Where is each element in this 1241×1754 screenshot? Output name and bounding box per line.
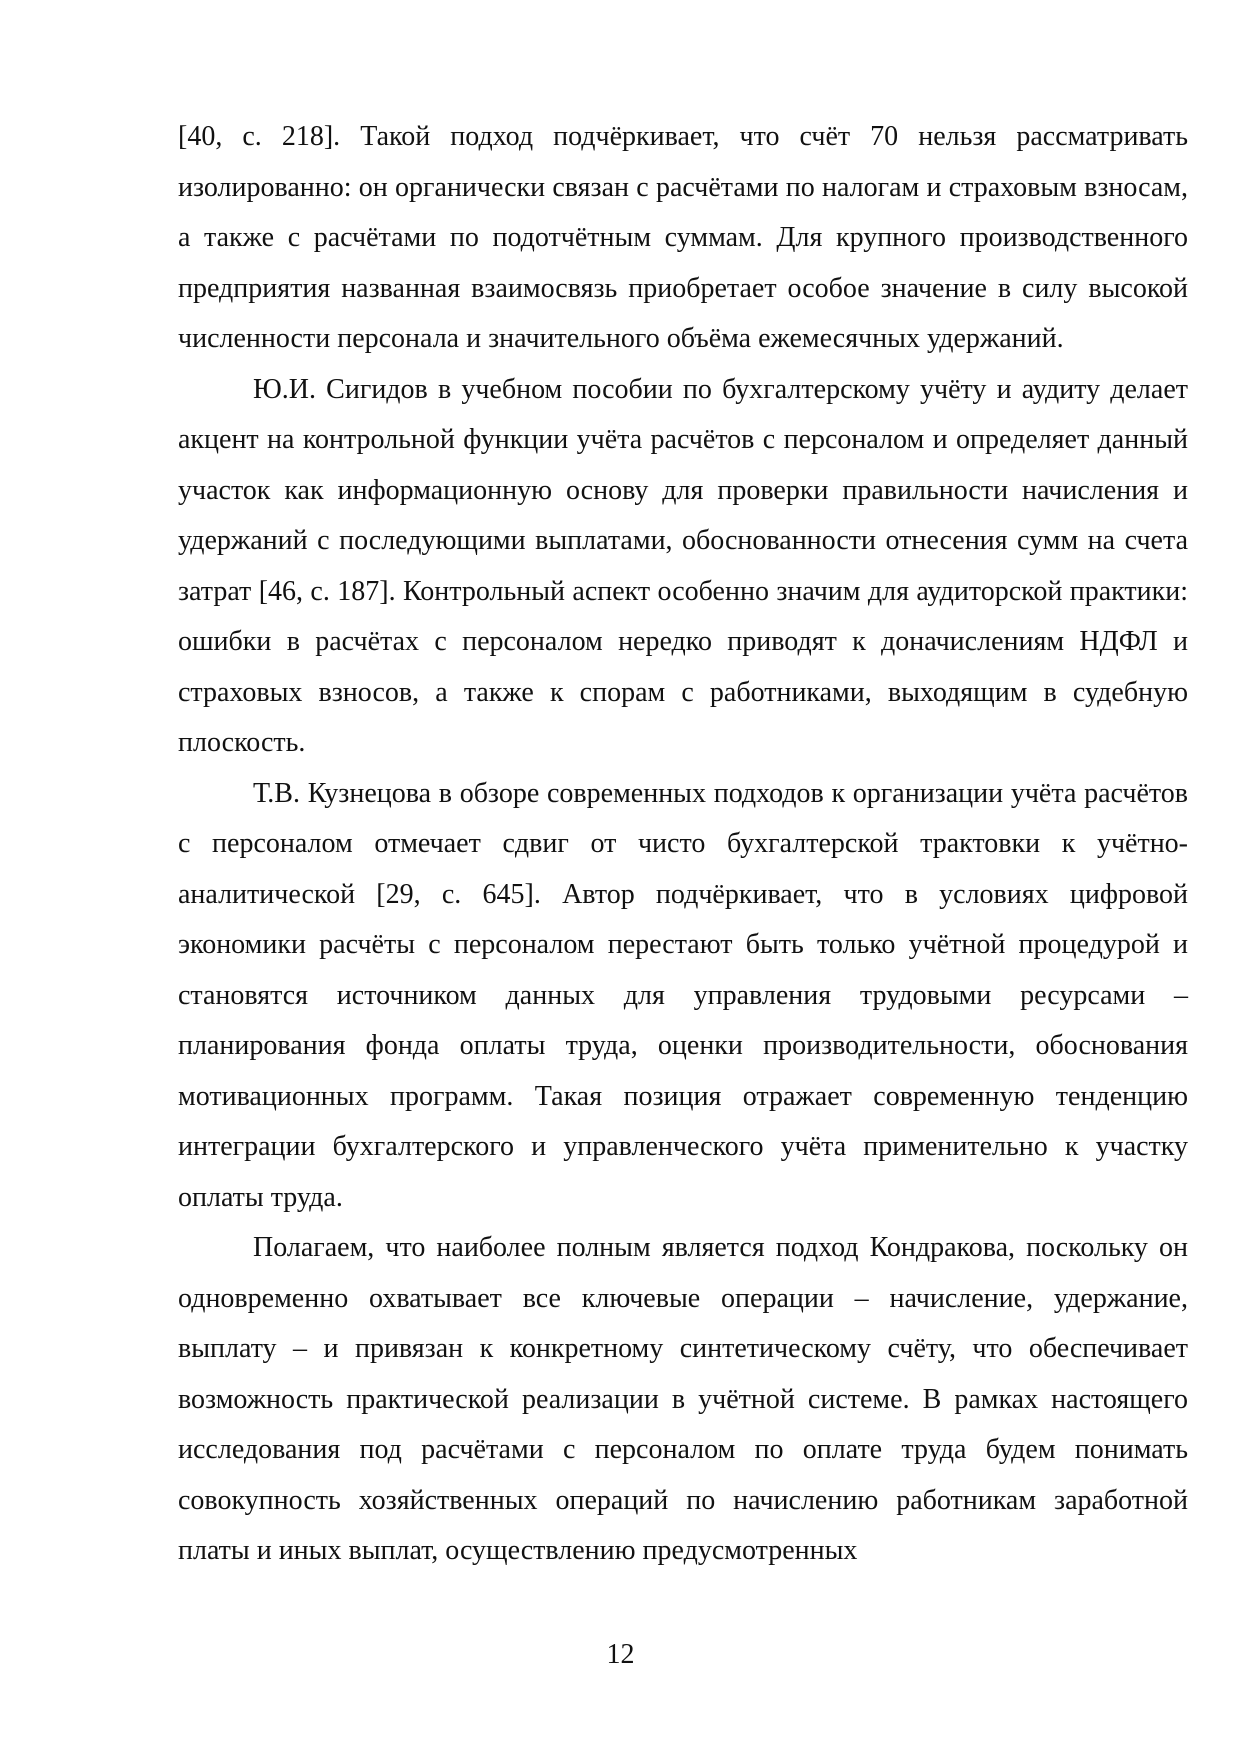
paragraph-4: Полагаем, что наиболее полным является подход Кондракова, поскольку он одновременно охватывает все ключевые операции – начисление, удержание, выплату – и привязан к конкретному синтетическому счёту, что обеспечивает возможность практической реализации в учётной системе. В рамках настоящего исследования под расчётами с персоналом по оплате труда будем понимать совокупность хозяйственных операций по начислению работникам заработной платы и иных выплат, осуществлению предусмотренных <box>178 1232 1188 1566</box>
paragraph-1: [40, с. 218]. Такой подход подчёркивает, что счёт 70 нельзя рассматривать изолированно: он органически связан с расчётами по налогам и страховым взносам, а также с расчётами по подотчётным суммам. Для крупного производственного предприятия названная взаимосвязь приобретает особое значение в силу высокой численности персонала и значительного объёма ежемесячных удержаний. <box>178 121 1188 354</box>
paragraph-2: Ю.И. Сигидов в учебном пособии по бухгалтерскому учёту и аудиту делает акцент на контрольной функции учёта расчётов с персоналом и определяет данный участок как информационную основу для проверки правильности начисления и удержаний с последующими выплатами, обоснованности отнесения сумм на счета затрат [46, с. 187]. Контрольный аспект особенно значим для аудиторской практики: ошибки в расчётах с персоналом нередко приводят к доначислениям НДФЛ и страховых взносов, а также к спорам с работниками, выходящим в судебную плоскость. <box>178 373 1188 758</box>
body-text <box>178 112 1188 1577</box>
paragraph-3: Т.В. Кузнецова в обзоре современных подходов к организации учёта расчётов с персоналом отмечает сдвиг от чисто бухгалтерской трактовки к учётно-аналитической [29, с. 645]. Автор подчёркивает, что в условиях цифровой экономики расчёты с персоналом перестают быть только учётной процедурой и становятся источником данных для управления трудовыми ресурсами – планирования фонда оплаты труда, оценки производительности, обоснования мотивационных программ. Такая позиция отражает современную тенденцию интеграции бухгалтерского и управленческого учёта применительно к участку оплаты труда. <box>178 777 1188 1213</box>
page-number: 12 <box>606 1639 635 1670</box>
